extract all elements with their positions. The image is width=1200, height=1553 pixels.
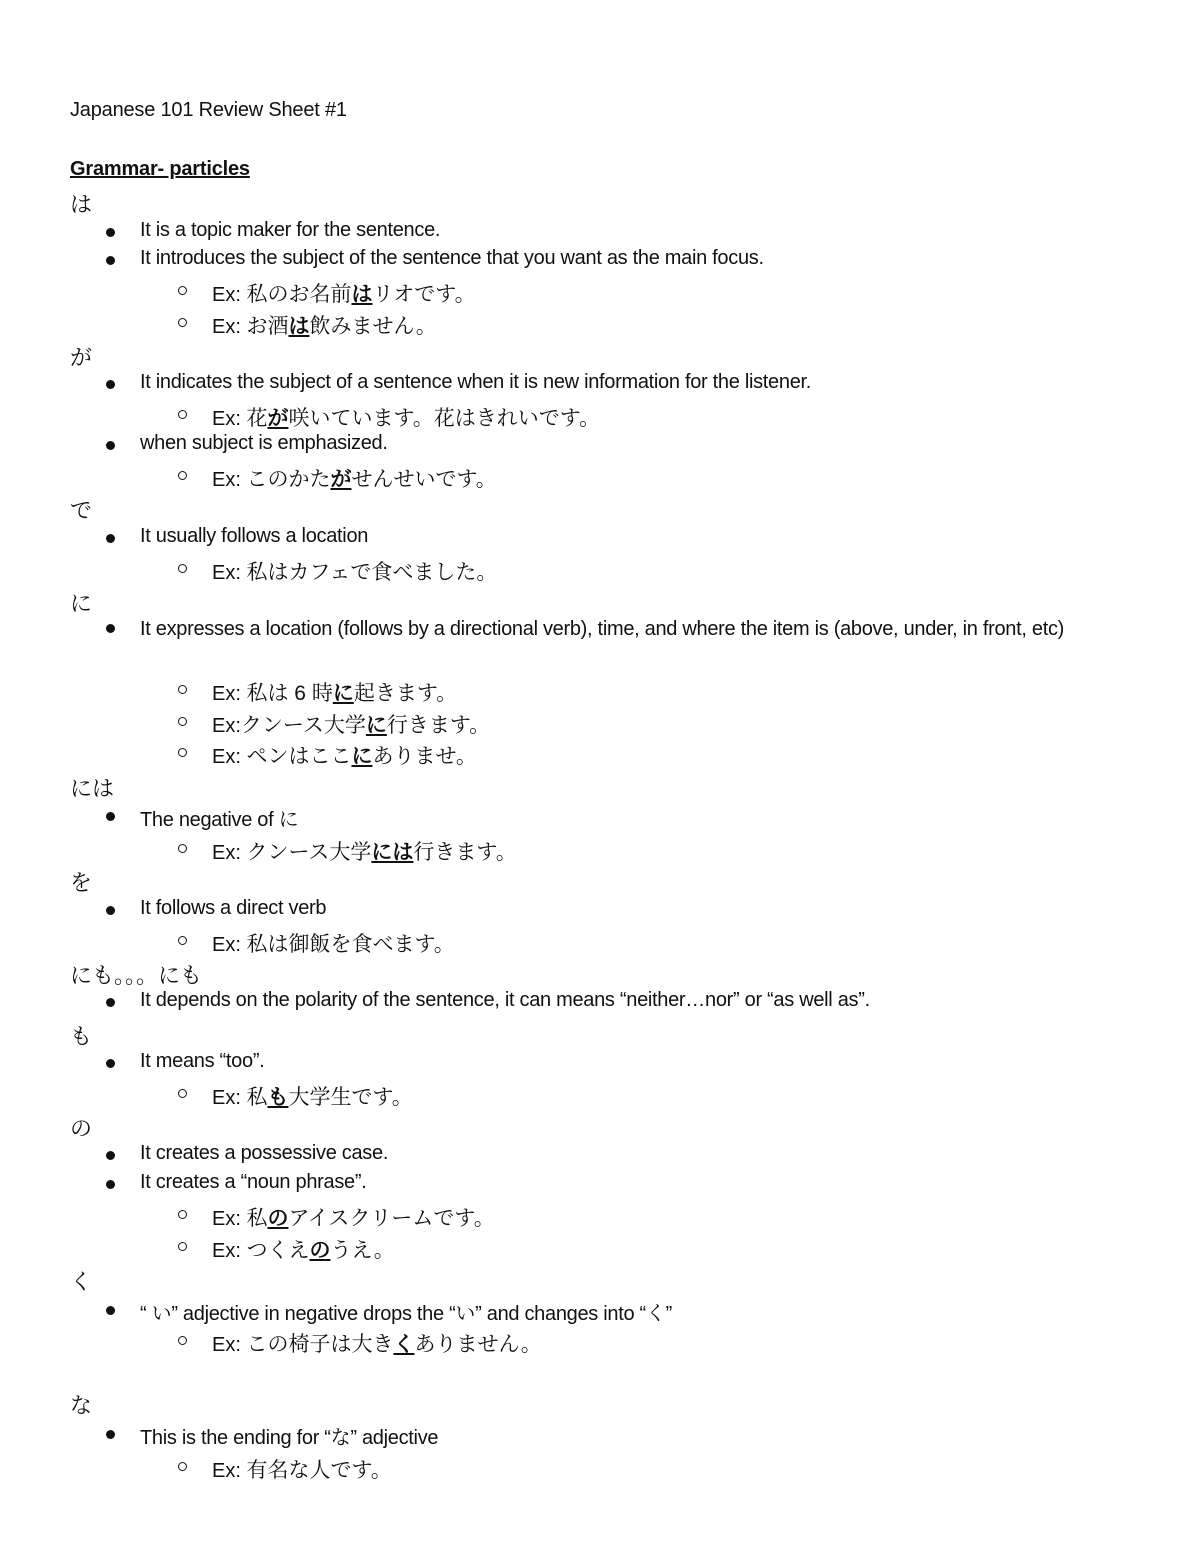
particle-ni: に bbox=[70, 591, 93, 616]
bullet: This is the ending for “な” adjective bbox=[140, 1421, 438, 1450]
bullet: The negative of に bbox=[140, 803, 298, 832]
example: Ex: 私は御飯を食べます。 bbox=[212, 928, 455, 958]
bullet: It indicates the subject of a sentence when it is new information for the listener. bbox=[140, 371, 811, 394]
bullet: It usually follows a location bbox=[140, 525, 368, 548]
bullet: “ い” adjective in negative drops the “い” and changes into “く” bbox=[140, 1297, 672, 1326]
example: Ex: 私も大学生です。 bbox=[212, 1081, 413, 1111]
bullet: It depends on the polarity of the sentence, it can means “neither…nor” or “as well as”. bbox=[140, 989, 870, 1012]
example: Ex: 有名な人です。 bbox=[212, 1454, 392, 1484]
example: Ex: 私はカフェで食べました。 bbox=[212, 556, 497, 586]
particle-na: な bbox=[70, 1393, 93, 1418]
particle-wo: を bbox=[70, 870, 93, 895]
particle-mo: も bbox=[70, 1024, 93, 1049]
particle-ku: く bbox=[70, 1269, 93, 1294]
example: Ex:クンース大学に行きます。 bbox=[212, 709, 490, 739]
bullet: It means “too”. bbox=[140, 1050, 264, 1073]
particle-niwa: には bbox=[70, 776, 115, 801]
bullet: It expresses a location (follows by a directional verb), time, and where the item is (above, under, in front, etc) bbox=[140, 615, 1100, 643]
example: Ex: ペンはここにありませ。 bbox=[212, 740, 477, 770]
particle-nimo: にも。。。にも bbox=[70, 963, 203, 988]
particle-de: で bbox=[70, 498, 93, 523]
example: Ex: つくえのうえ。 bbox=[212, 1234, 395, 1264]
particle-ga: が bbox=[70, 345, 93, 370]
bullet: It is a topic maker for the sentence. bbox=[140, 219, 440, 242]
example: Ex: 花が咲いています。花はきれいです。 bbox=[212, 402, 600, 432]
bullet: It creates a “noun phrase”. bbox=[140, 1171, 366, 1194]
example: Ex: 私のアイスクリームです。 bbox=[212, 1202, 495, 1232]
particle-wa: は bbox=[70, 192, 93, 217]
example: Ex: 私は 6 時に起きます。 bbox=[212, 677, 457, 707]
example: Ex: クンース大学には行きます。 bbox=[212, 836, 517, 866]
example: Ex: このかたがせんせいです。 bbox=[212, 463, 497, 493]
document-title: Japanese 101 Review Sheet #1 bbox=[70, 99, 347, 121]
example: Ex: 私のお名前はリオです。 bbox=[212, 278, 476, 308]
bullet: when subject is emphasized. bbox=[140, 432, 388, 455]
example: Ex: この椅子は大きくありません。 bbox=[212, 1328, 542, 1358]
particle-no: の bbox=[70, 1116, 93, 1141]
section-heading: Grammar- particles bbox=[70, 158, 250, 180]
example: Ex: お酒は飲みません。 bbox=[212, 310, 437, 340]
bullet: It follows a direct verb bbox=[140, 897, 326, 920]
bullet: It introduces the subject of the sentence that you want as the main focus. bbox=[140, 247, 764, 270]
bullet: It creates a possessive case. bbox=[140, 1142, 388, 1165]
